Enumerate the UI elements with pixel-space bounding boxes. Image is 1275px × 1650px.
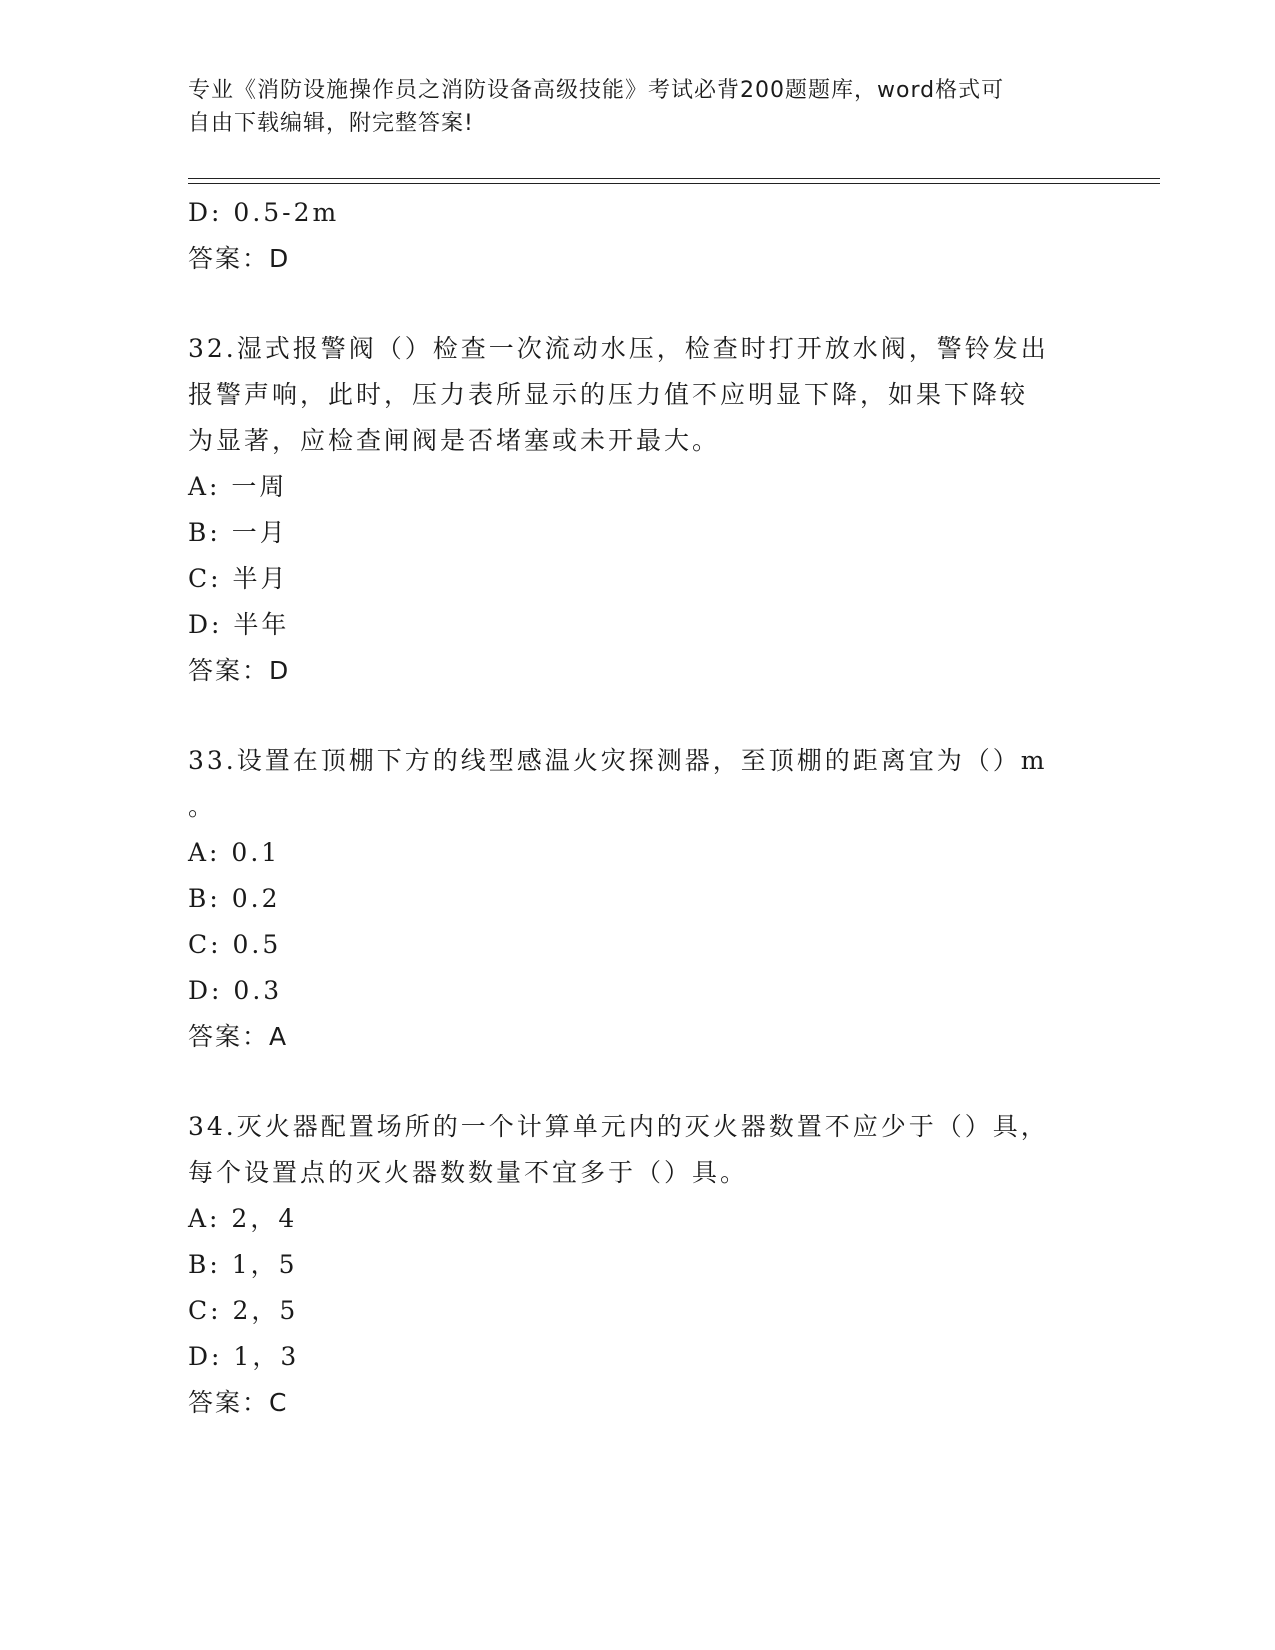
option-d: D: 半年 xyxy=(188,610,290,639)
option-c: C: 2，5 xyxy=(188,1296,299,1325)
answer-line: 答案：A xyxy=(188,1022,289,1051)
option-a: A: 0.1 xyxy=(188,838,281,867)
option-d: D: 1，3 xyxy=(188,1342,300,1371)
question-stem-line: 每个设置点的灭火器数数量不宜多于（）具。 xyxy=(188,1158,749,1187)
question-33 xyxy=(188,738,1088,1060)
previous-question-tail xyxy=(188,190,1088,282)
question-stem-line: 34.灭火器配置场所的一个计算单元内的灭火器数置不应少于（）具， xyxy=(188,1112,1049,1141)
option-d: D: 0.3 xyxy=(188,976,283,1005)
option-a: A: 2，4 xyxy=(188,1204,298,1233)
option-d: D: 0.5-2m xyxy=(188,198,340,227)
header-rule-top xyxy=(188,178,1160,179)
option-c: C: 0.5 xyxy=(188,930,282,959)
answer-line: 答案：D xyxy=(188,244,291,273)
question-stem-line: 。 xyxy=(188,792,217,821)
header-line-1: 专业《消防设施操作员之消防设备高级技能》考试必背200题题库，word格式可 xyxy=(188,78,1005,103)
option-b: B: 一月 xyxy=(188,518,288,547)
header-rule-bottom xyxy=(188,183,1160,184)
answer-line: 答案：C xyxy=(188,1388,289,1417)
question-list xyxy=(188,190,1088,1426)
option-b: B: 0.2 xyxy=(188,884,281,913)
question-stem-line: 为显著，应检查闸阀是否堵塞或未开最大。 xyxy=(188,426,721,455)
question-stem-line: 33.设置在顶棚下方的线型感温火灾探测器，至顶棚的距离宜为（）m xyxy=(188,746,1048,775)
header-line-2: 自由下载编辑，附完整答案! xyxy=(188,111,474,136)
option-a: A: 一周 xyxy=(188,472,288,501)
question-stem-line: 报警声响，此时，压力表所显示的压力值不应明显下降，如果下降较 xyxy=(188,380,1029,409)
document-header xyxy=(188,74,1068,140)
option-b: B: 1，5 xyxy=(188,1250,298,1279)
option-c: C: 半月 xyxy=(188,564,289,593)
question-stem-line: 32.湿式报警阀（）检查一次流动水压，检查时打开放水阀，警铃发出 xyxy=(188,334,1049,363)
question-34 xyxy=(188,1104,1088,1426)
answer-line: 答案：D xyxy=(188,656,291,685)
question-32 xyxy=(188,326,1088,694)
